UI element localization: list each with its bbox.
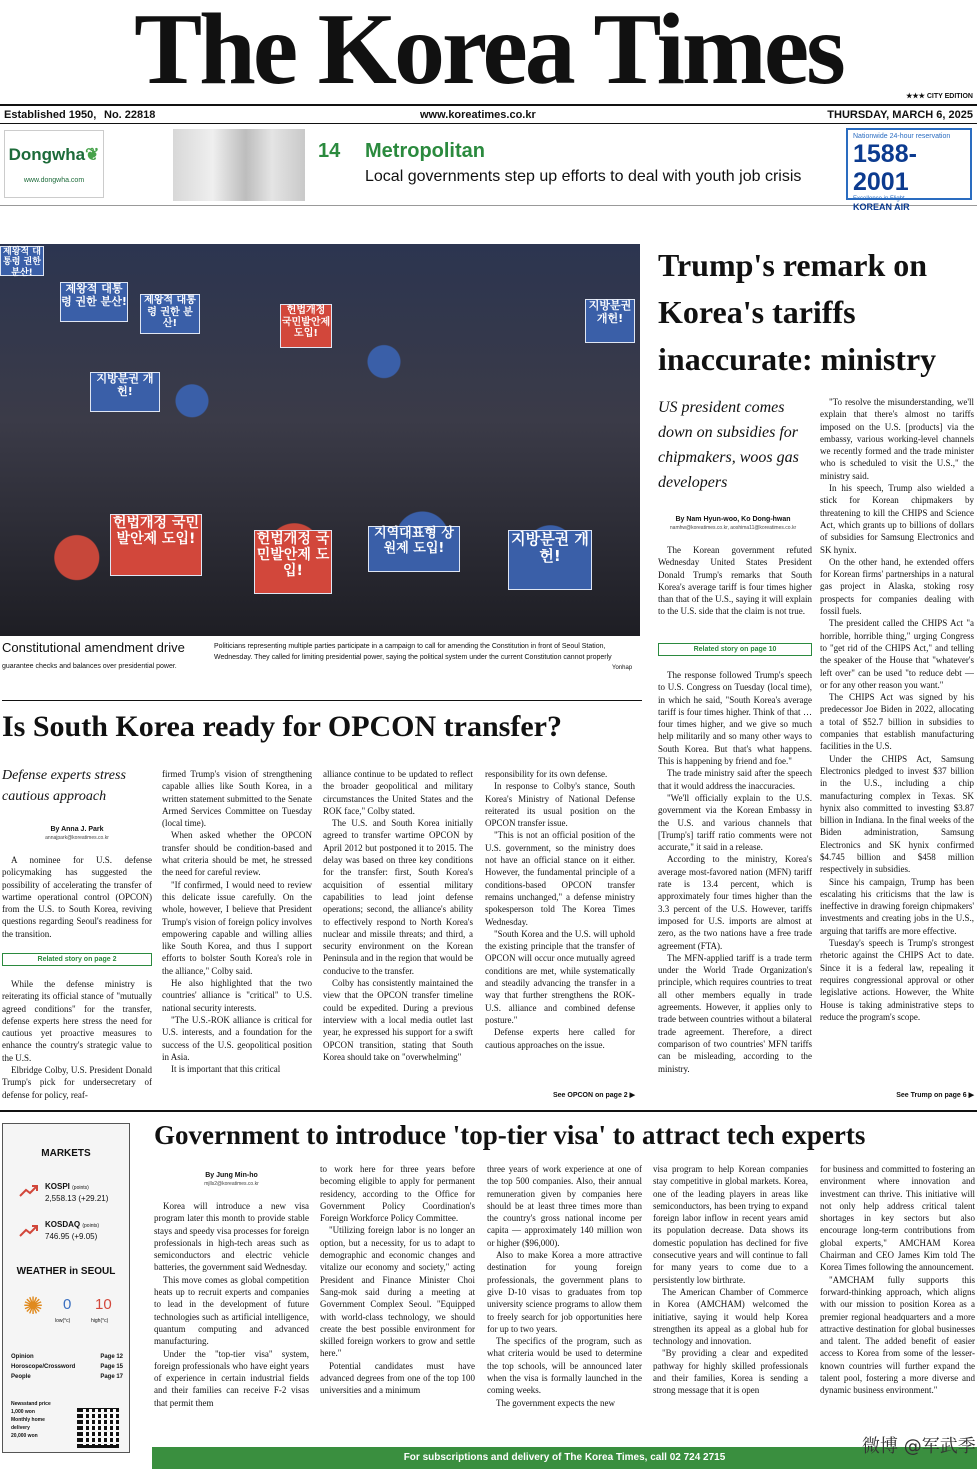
paragraph: Also to make Korea a more attractive destination for young foreign professionals, the government plans to give D-10 visas to graduates from top university science programs to allow them to freely search for job opportunities here for up to two years. — [487, 1250, 642, 1334]
kosdaq-trend-icon — [19, 1224, 39, 1243]
paragraph: He also highlighted that the two countries' alliance is "critical" to U.S. national security interests. — [162, 978, 312, 1013]
metro-headline[interactable]: Local governments step up efforts to deal with youth job crisis — [365, 168, 802, 185]
protest-sign: 지방분권 개헌! — [585, 299, 635, 343]
paragraph: Elbridge Colby, U.S. President Donald Trump's pick for undersecretary of defense for policy, reaf- — [2, 1065, 152, 1100]
protest-sign: 헌법개정 국민발안제 도입! — [280, 304, 332, 348]
metro-page-number: 14 — [318, 140, 341, 162]
price-line: delivery — [11, 1425, 30, 1431]
trump-col2 — [820, 396, 974, 1088]
visa-col2 — [320, 1163, 475, 1426]
low-label: low(°c) — [55, 1318, 71, 1324]
top-banner — [0, 126, 977, 212]
paragraph: alliance continue to be updated to reflect the broader geopolitical and military circumstances the United States and the ROK face," Colby stated. — [323, 769, 473, 816]
protest-sign: 제왕적 대통령 권한 분산! — [0, 246, 44, 276]
high-label: high(°c) — [91, 1318, 109, 1324]
high-temp: 10 — [95, 1296, 112, 1313]
price-line: 20,000 won — [11, 1433, 38, 1439]
kosdaq-unit: (points) — [82, 1223, 100, 1229]
paragraph: While the defense ministry is reiterating its official stance of "mutually agreed conditions" for the transfer, defense experts here stress the need for cautious yet proactive measures to enhance the country's strategic value to the U.S. — [2, 979, 152, 1063]
protest-sign: 제왕적 대통령 권한 분산! — [140, 294, 200, 334]
established: Established 1950, — [4, 109, 97, 121]
paragraph: Potential candidates must have advanced degrees from one of the top 100 universities and a minimum — [320, 1360, 475, 1396]
paragraph: According to the ministry, Korea's average most-favored nation (MFN) tariff rate is 13.4 percent, which is approximately four times higher than the 3.3 percent of the U.S. However, tariffs imposed for U.S. imports are almost at zero, as the two nations have a free trade agreement (FTA). — [658, 854, 812, 951]
opcon-col3 — [323, 768, 473, 1102]
dongwha-logo: Dongwha — [8, 145, 86, 164]
opcon-col1a — [2, 854, 152, 944]
city-edition: ★★★ CITY EDITION — [906, 93, 973, 100]
price-line: Monthly home — [11, 1417, 45, 1423]
korean-air-ad[interactable] — [846, 128, 972, 212]
ad-reservation-text: Nationwide 24-hour reservation — [853, 133, 951, 140]
paragraph: This move comes as global competition heats up to recruit experts and companies to lead in the development of future technologies such as artificial intelligence, quantum computing and advanced manufacturing. — [154, 1274, 309, 1347]
trump-email: namhw@koreatimes.co.kr, aoshima11@koreatimes.co.kr — [669, 525, 797, 531]
ad-tagline: Excellence in Flight — [853, 196, 905, 202]
page-index — [11, 1352, 123, 1382]
ad-phone: 1588-2001 — [853, 140, 917, 196]
trump-col1b — [658, 669, 812, 1103]
visa-byline: By Jung Min-ho — [205, 1172, 258, 1179]
kospi-value: 2,558.13 (+29.21) — [45, 1194, 109, 1203]
paragraph: "The U.S.-ROK alliance is critical for U.S. interests, and a foundation for the success of the U.S. geopolitical position in Asia. — [162, 1014, 312, 1062]
ad-brand: KOREAN AIR — [853, 202, 910, 212]
paragraph: The president called the CHIPS Act "a horrible, horrible thing," urging Congress to "get rid of the CHIPS Act," and telling the speaker of the House that "whatever's left over" can be used "to reduce debt — or for any other reason you want." — [820, 618, 974, 690]
metro-section-label: Metropolitan — [365, 140, 485, 162]
price-line: Newsstand price — [11, 1401, 51, 1407]
paragraph: Colby has consistently maintained the view that the OPCON transfer timeline could be expedited. During a previous interview with a local media outlet last year, he expressed his support for a swift OPCON transition, stating that South Korea should take on "overwhelming" — [323, 978, 473, 1062]
trump-byline: By Nam Hyun-woo, Ko Dong-hwan — [675, 516, 791, 523]
paragraph: The government expects the new — [496, 1397, 615, 1408]
trump-headline[interactable]: Trump's remark on Korea's tariffs inaccurate: ministry — [658, 247, 937, 377]
trump-continued-link[interactable]: See Trump on page 6 ▶ — [896, 1092, 974, 1099]
protest-sign: 지방분권 개헌! — [90, 372, 160, 412]
paragraph: responsibility for its own defense. — [485, 769, 608, 779]
dongwha-ad[interactable] — [4, 130, 104, 198]
paragraph: Under the CHIPS Act, Samsung Electronics pledged to invest $37 billion in the U.S., including a chip manufacturing complex in Texas. SK hynix also committed to investing $3.87 billion in Indiana. In the final weeks of the Biden administration, Samsung Electronics and SK hynix confirmed $4.745 billion and $458 million respectively in subsidies. — [820, 753, 974, 875]
paragraph: The response followed Trump's speech to U.S. Congress on Tuesday (local time), in which he said, "South Korea's average tariff is four times higher. Think of that … four times higher, and we give so much help militarily and so many other ways to South Korea. But that's what happens. This is happening by friend and foe." — [658, 670, 812, 767]
visa-col1 — [154, 1200, 309, 1426]
paragraph: The trade ministry said after the speech that it would address the inaccuracies. — [658, 768, 812, 791]
lead-photo — [0, 244, 640, 636]
divider — [2, 700, 642, 701]
weibo-watermark: 微博 @军武季 — [862, 1436, 976, 1457]
low-temp: 0 — [63, 1296, 72, 1313]
paragraph: Under the "top-tier visa" system, foreign professionals who have eight years of experience in certain industrial fields and their families can receive F-2 visas that permit them — [154, 1348, 309, 1408]
issue-number: No. 22818 — [104, 109, 156, 121]
kospi-unit: (points) — [72, 1185, 89, 1191]
opcon-deck: Defense experts stress cautious approach — [2, 768, 126, 804]
kosdaq-label: KOSDAQ — [45, 1220, 81, 1229]
issue-date: THURSDAY, MARCH 6, 2025 — [827, 109, 973, 121]
masthead-title: The Korea Times — [134, 0, 843, 106]
paragraph: "By providing a clear and expedited pathway for highly skilled professionals and their families, Korea is sending a strong message that it is open — [653, 1348, 808, 1396]
price-line: 1,000 won — [11, 1409, 35, 1415]
paragraph: In response to Colby's stance, South Korea's Ministry of National Defense reiterated its usual position on the OPCON transfer issue. — [485, 781, 635, 829]
index-people[interactable]: People — [11, 1374, 31, 1380]
paragraph: The Korean government refuted Wednesday United States President Donald Trump's remarks that South Korea's average tariff is four times higher than that of the U.S., saying it will explain to the U.S. side that the claim is not true. — [658, 545, 812, 617]
visa-col4 — [653, 1163, 808, 1426]
leaf-icon: ❦ — [85, 145, 100, 164]
visa-headline[interactable]: Government to introduce 'top-tier visa' to attract tech experts — [154, 1120, 866, 1150]
visa-col5 — [820, 1163, 975, 1426]
trump-deck: US president comes down on subsidies for chipmakers, woos gas developers — [658, 399, 799, 491]
photo-caption: Politicians representing multiple parties participate in a campaign to call for amending the Constitution in front of Seoul Station, Wednesday. They called for limiting presidential power, saying the political system under the current Constitution cannot properly — [214, 643, 612, 661]
index-horoscope-page: Page 15 — [100, 1364, 123, 1370]
opcon-continued-link[interactable]: See OPCON on page 2 ▶ — [552, 1092, 635, 1099]
paragraph: "This is not an official position of the U.S. government, so the ministry does not have an official stance on it either. However, the fundamental principle of a conditions-based OPCON transfer remains unchanged," a defense ministry spokesperson told The Korea Times Wednesday. — [485, 830, 635, 927]
paragraph: "We'll officially explain to the U.S. government via the Korean Embassy in the U.S. and various channels that [Trump's] tariff ratio comments were not accurate," it said in a release. — [658, 792, 812, 853]
paragraph: for business and committed to fostering an environment where innovation and investment can thrive. This initiative will not only help address critical talent shortages in key sectors but also encourage long-term contributions from global experts," AMCHAM Korea Chairman and CEO James Kim told The Korea Times following the announcement. — [820, 1164, 975, 1273]
weather-title: WEATHER in SEOUL — [16, 1266, 116, 1277]
paragraph: On the other hand, he extended offers for Korean firms' partnerships in a natural gas project in Alaska, stoking rosy prospects for companies dealing with fossil fuels. — [820, 556, 974, 617]
paragraph: In his speech, Trump also wielded a stick for Korean chipmakers by threatening to kill the CHIPS and Science Act, which grants up to billions of dollars of subsidies for Samsung Electronics and SK hynix. — [820, 483, 974, 555]
opcon-col2 — [162, 768, 312, 1102]
paragraph: "AMCHAM fully supports this forward-thinking approach, which aligns with our mission to position Korea as a premier regional headquarters and a more attractive destination for global businesses and talent. The added benefit of easier access to Korea from some of the lesser-known countries will further expand the talent pool, fostering a more diverse and dynamic business environment." — [820, 1274, 975, 1396]
subscription-banner[interactable]: For subscriptions and delivery of The Korea Times, call 02 724 2715 — [152, 1447, 977, 1469]
protest-sign: 지역대표형 상원제 도입! — [368, 526, 460, 572]
price-info — [11, 1400, 71, 1440]
opcon-headline[interactable]: Is South Korea ready for OPCON transfer? — [2, 710, 562, 743]
paragraph: "Utilizing foreign labor is no longer an option, but a necessity, for us to adapt to demographic and economic changes and vitalize our economy and society," acting President and Finance Minister Choi Sang-mok said during a meeting at Government Complex Seoul. "Equipped with world-class technology, we should create the best possible environment for skilled foreign workers to grow and settle here." — [320, 1225, 475, 1359]
paragraph: three years of work experience at one of the top 500 companies. Also, their annual remuneration given by companies here should be at least three times more than the country's gross national income per capita — approximately 140 million won or higher ($96,000). — [487, 1164, 642, 1248]
protest-sign: 헌법개정 국민발안제 도입! — [254, 530, 332, 594]
dateline-bar — [0, 104, 977, 124]
sun-icon: ✺ — [23, 1294, 44, 1320]
paragraph: The American Chamber of Commerce in Korea (AMCHAM) welcomed the initiative, saying it would help Korea strengthen its appeal as a global hub for technology and innovation. — [653, 1286, 808, 1347]
opcon-email: annajpark@koreatimes.co.kr — [45, 835, 109, 841]
paragraph: The MFN-applied tariff is a trade term under the World Trade Organization's principle, which requires countries to treat all other members equally in trade agreements. However, it applies only to trade between countries without a bilateral trade agreement. Therefore, a direct comparison of two countries' MFN tariffs can be misleading, according to the ministry. — [658, 952, 812, 1074]
trump-related-link[interactable]: Related story on page 10 — [658, 643, 812, 656]
opcon-related-link[interactable]: Related story on page 2 — [2, 953, 152, 966]
paragraph: firmed Trump's vision of strengthening capable allies like South Korea, in a written statement submitted to the Senate Armed Services Committee on Tuesday (local time). — [162, 769, 312, 829]
trump-see-on: See Trump on page 6 — [896, 1092, 967, 1099]
paragraph: Tuesday's speech is Trump's strongest rhetoric against the CHIPS Act to date. Since it is a federal law, repealing it requires congressional approval or other legislative actions. However, the White House is taking administrative steps to reduce the program's scope. — [820, 938, 974, 1022]
metro-photo — [173, 129, 305, 201]
opcon-col4 — [485, 768, 635, 1080]
website-link[interactable]: www.koreatimes.co.kr — [420, 109, 536, 121]
opcon-col1b — [2, 978, 152, 1102]
visa-email: mjlls2@koreatimes.co.kr — [204, 1181, 259, 1187]
index-people-page: Page 17 — [100, 1374, 123, 1380]
kospi-trend-icon — [19, 1184, 39, 1203]
protest-sign: 지방분권 개헌! — [508, 530, 592, 590]
paragraph: When asked whether the OPCON transfer should be condition-based and what criteria should be met, he stressed the need for careful review. — [162, 830, 312, 878]
trump-col1a — [658, 544, 812, 634]
paragraph: It is important that this critical — [171, 1064, 281, 1075]
index-opinion[interactable]: Opinion — [11, 1354, 34, 1360]
paragraph: "South Korea and the U.S. will uphold the existing principle that the transfer of OPCON will occur once mutually agreed conditions are met, while systematically and steadily advancing the transfer in a way that further strengthens the ROK-U.S. alliance and combined defense posture." — [485, 928, 635, 1025]
kospi-label: KOSPI — [45, 1182, 70, 1191]
paragraph: "To resolve the misunderstanding, we'll explain that there's almost no tariffs imposed on the U.S. [products] via the embassy, various working-level channels we recently formed and the trade minister who is scheduled to visit the U.S.," the ministry said. — [820, 397, 974, 481]
dongwha-url: www.dongwha.com — [23, 177, 85, 184]
photo-credit: Yonhap — [612, 665, 633, 671]
kosdaq-value: 746.95 (+9.05) — [45, 1232, 98, 1241]
protest-sign: 제왕적 대통령 권한 분산! — [60, 282, 128, 322]
divider — [0, 1110, 977, 1112]
paragraph: A nominee for U.S. defense policymaking has suggested the possibility of accelerating the transfer of wartime operational control (OPCON) from the U.S. to South Korea, reviving questions regarding Seoul's readiness for the transition. — [2, 855, 152, 939]
paragraph: Defense experts here called for cautious approaches on the issue. — [485, 1027, 635, 1050]
paragraph: The specifics of the program, such as what criteria would be used to determine the top schools, will be announced later when the visa is formally launched in the coming weeks. — [487, 1336, 642, 1396]
markets-title: MARKETS — [41, 1148, 91, 1159]
index-horoscope[interactable]: Horoscope/Crossword — [11, 1364, 76, 1370]
photo-caption-sub: guarantee checks and balances over presidential power. — [2, 663, 177, 670]
visa-col3 — [487, 1163, 642, 1426]
paragraph: The U.S. and South Korea initially agreed to transfer wartime OPCON by April 2012 but postponed it to 2015. The delay was based on three key conditions for the transfer: first, South Korea's acquisition of essential military capabilities to lead joint defense operations; second, the alliance's ability to effectively respond to North Korea's nuclear and missile threats; and third, a security environment on the Korean Peninsula and in the region that would be conducive to the transfer. — [323, 818, 473, 976]
paragraph: Korea will introduce a new visa program later this month to provide stable stays and speedy visa processes for foreign professionals in high-tech areas such as semiconductors and electric vehicle batteries, the government said Wednesday. — [154, 1201, 309, 1273]
paragraph: The CHIPS Act was signed by his predecessor Joe Biden in 2022, allocating a total of $52.7 billion in subsidies to companies that establish manufacturing facilities in the U.S. — [820, 692, 974, 752]
paragraph: visa program to help Korean companies stay competitive in global markets. Korea, one of the leading players in areas like semiconductors, has been trying to expand foreign labor inflow in recent years amid its population decrease. Data shows its domestic population has declined for five consecutive years and will continue to fall for many years to come due to a persistently low birthrate. — [653, 1164, 808, 1285]
paragraph: "If confirmed, I would need to review this delicate issue carefully. On the whole, however, I believe that President Trump's vision of foreign policy involves empowering capable and willing allies like South Korea, and thus I support efforts to bolster South Korea's role in the alliance," Colby said. — [162, 879, 312, 976]
index-opinion-page: Page 12 — [100, 1354, 123, 1360]
opcon-byline: By Anna J. Park — [50, 826, 104, 833]
paragraph: Since his campaign, Trump has been escalating his criticisms that the law is ineffective in drawing foreign chipmakers' investments and creating jobs in the U.S., arguing that tariffs are more effective. — [820, 876, 974, 936]
paragraph: to work here for three years before becoming eligible to apply for permanent residency, according to the Office for Government Policy Coordination's Foreign Workforce Policy Committee. — [320, 1164, 475, 1224]
qr-code-icon[interactable] — [77, 1406, 119, 1448]
photo-caption-title: Constitutional amendment drive — [2, 640, 185, 655]
opcon-see-on: See OPCON on page 2 — [552, 1092, 628, 1099]
protest-sign: 헌법개정 국민발안제 도입! — [110, 514, 202, 576]
markets-box — [2, 1123, 130, 1453]
